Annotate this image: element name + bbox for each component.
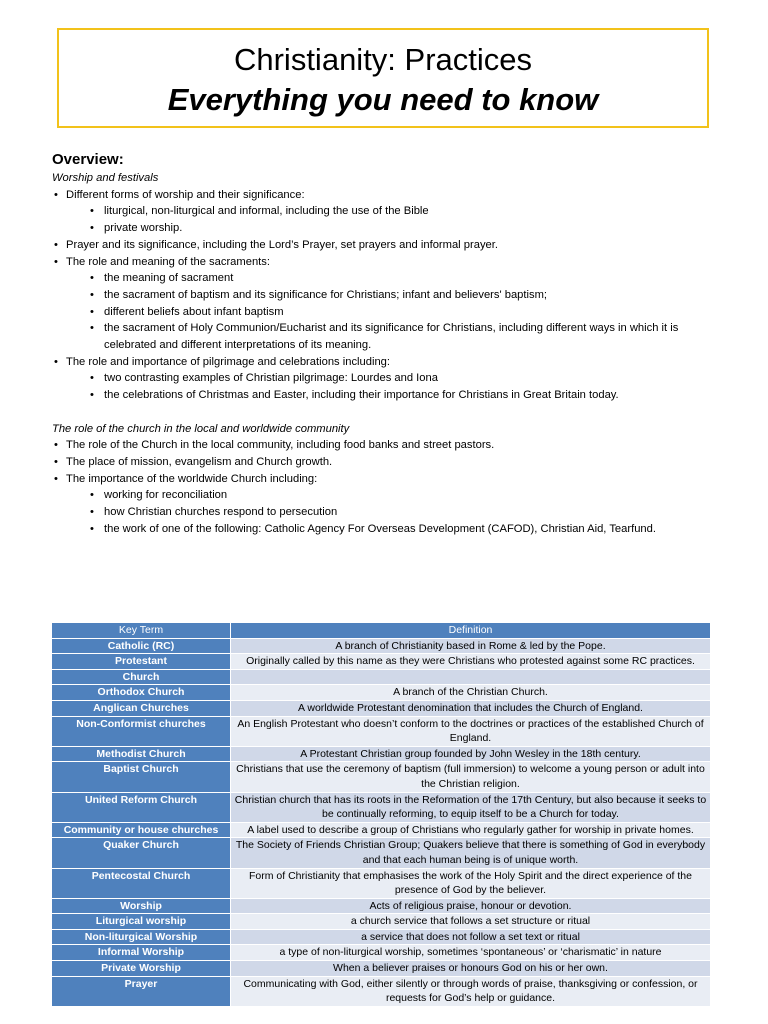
key-term-cell: Non-Conformist churches [52,716,231,746]
sub-bullet-item: • different beliefs about infant baptism [52,304,712,321]
bullet-item [52,437,712,454]
table-row [52,654,711,670]
table-row [52,976,711,1006]
table-row [52,700,711,716]
sub-bullet-item: • private worship. [52,220,712,237]
definition-cell: a type of non-liturgical worship, sometimes ‘spontaneous’ or ‘charismatic’ in nature [231,945,711,961]
bullet-item [52,254,712,271]
title-box [57,28,709,128]
key-term-cell: Anglican Churches [52,700,231,716]
definition-cell: Acts of religious praise, honour or devotion. [231,898,711,914]
key-terms-body [52,638,711,1006]
bullet-text: The place of mission, evangelism and Church growth. [66,455,333,468]
bullet-item [52,354,712,371]
key-term-cell: Worship [52,898,231,914]
bullet-text: The role and meaning of the sacraments: [66,255,270,268]
definition-cell: A worldwide Protestant denomination that includes the Church of England. [231,700,711,716]
table-row [52,792,711,822]
table-row [52,746,711,762]
definition-cell: A branch of Christianity based in Rome & led by the Pope. [231,638,711,654]
bullet-item [52,471,712,488]
sub-bullet-item: • the sacrament of Holy Communion/Eucharist and its significance for Christians, including different ways in which it is celebrated and different interpretations of its meaning. [52,320,712,353]
sub-bullet-item: • the work of one of the following: Catholic Agency For Overseas Development (CAFOD), Christian Aid, Tearfund. [52,521,712,538]
table-row [52,868,711,898]
key-term-cell: Non-liturgical Worship [52,929,231,945]
key-term-cell: Methodist Church [52,746,231,762]
definition-cell: Christian church that has its roots in the Reformation of the 17th Century, but also because it seeks to be continually reforming, to equip itself to be a Church for today. [231,792,711,822]
bullet-item [52,187,712,204]
key-term-cell: Catholic (RC) [52,638,231,654]
bullet-text: The role and importance of pilgrimage and celebrations including: [66,355,391,368]
sub-bullet-item: • the sacrament of baptism and its significance for Christians; infant and believers' baptism; [52,287,712,304]
definition-cell: Originally called by this name as they were Christians who protested against some RC practices. [231,654,711,670]
page-subtitle: Everything you need to know [167,82,599,117]
overview-section [52,150,712,537]
key-term-cell: Informal Worship [52,945,231,961]
sub-list-holder [52,203,712,236]
table-row [52,945,711,961]
table-row [52,914,711,930]
key-terms-table [51,622,711,1007]
key-term-cell: Prayer [52,976,231,1006]
table-row [52,838,711,868]
overview-heading: Overview: [52,151,124,168]
table-row [52,638,711,654]
bullet-text: The importance of the worldwide Church including: [66,472,318,485]
key-term-cell: Liturgical worship [52,914,231,930]
key-term-cell: Private Worship [52,961,231,977]
key-term-cell: Protestant [52,654,231,670]
table-row [52,762,711,792]
table-row [52,669,711,685]
definition-cell: a church service that follows a set structure or ritual [231,914,711,930]
overview-sections [52,170,712,537]
sub-list-holder [52,487,712,537]
sub-bullet-list [52,370,712,403]
bullet-item [52,237,712,254]
definition-cell: Christians that use the ceremony of baptism (full immersion) to welcome a young person or adult into the Christian religion. [231,762,711,792]
table-row [52,685,711,701]
sub-bullet-item: • the celebrations of Christmas and Easter, including their importance for Christians in Great Britain today. [52,387,712,404]
section-gap [52,404,712,421]
sub-bullet-list [52,487,712,537]
header-definition: Definition [231,623,711,639]
key-term-cell: Orthodox Church [52,685,231,701]
sub-bullet-item: • how Christian churches respond to persecution [52,504,712,521]
table-row [52,929,711,945]
sub-bullet-item: • two contrasting examples of Christian pilgrimage: Lourdes and Iona [52,370,712,387]
bullet-list [52,187,712,404]
sub-bullet-item: • the meaning of sacrament [52,270,712,287]
sub-list-holder [52,270,712,354]
table-row [52,716,711,746]
header-key-term: Key Term [52,623,231,639]
table-row [52,822,711,838]
key-term-cell: Church [52,669,231,685]
sub-bullet-item: • working for reconciliation [52,487,712,504]
key-term-cell: Baptist Church [52,762,231,792]
definition-cell: A label used to describe a group of Christians who regularly gather for worship in private homes. [231,822,711,838]
page-title: Christianity: Practices [233,42,533,77]
definition-cell: An English Protestant who doesn’t conform to the doctrines or practices of the established Church of England. [231,716,711,746]
sub-bullet-list [52,270,712,354]
definition-cell [231,669,711,685]
table-row [52,961,711,977]
definition-cell: Form of Christianity that emphasises the work of the Holy Spirit and the direct experience of the presence of God by the believer. [231,868,711,898]
sub-bullet-list [52,203,712,236]
definition-cell: The Society of Friends Christian Group; Quakers believe that there is something of God in everybody and that each human being is of unique worth. [231,838,711,868]
table-row [52,898,711,914]
bullet-text: Prayer and its significance, including the Lord’s Prayer, set prayers and informal prayer. [66,238,498,251]
section-heading: Worship and festivals [52,172,159,184]
bullet-text: Different forms of worship and their significance: [66,188,305,201]
key-term-cell: Quaker Church [52,838,231,868]
bullet-list [52,437,712,537]
key-term-cell: Pentecostal Church [52,868,231,898]
sub-list-holder [52,370,712,403]
key-term-cell: Community or house churches [52,822,231,838]
section-heading: The role of the church in the local and worldwide community [52,422,350,435]
definition-cell: Communicating with God, either silently or through words of praise, thanksgiving or confession, or requests for God’s help or guidance. [231,976,711,1006]
definition-cell: A branch of the Christian Church. [231,685,711,701]
key-term-cell: United Reform Church [52,792,231,822]
definition-cell: A Protestant Christian group founded by John Wesley in the 18th century. [231,746,711,762]
sub-bullet-item: • liturgical, non-liturgical and informal, including the use of the Bible [52,203,712,220]
bullet-text: The role of the Church in the local community, including food banks and street pastors. [66,439,495,452]
table-header-row [52,623,711,639]
bullet-item [52,454,712,471]
definition-cell: a service that does not follow a set text or ritual [231,929,711,945]
definition-cell: When a believer praises or honours God on his or her own. [231,961,711,977]
